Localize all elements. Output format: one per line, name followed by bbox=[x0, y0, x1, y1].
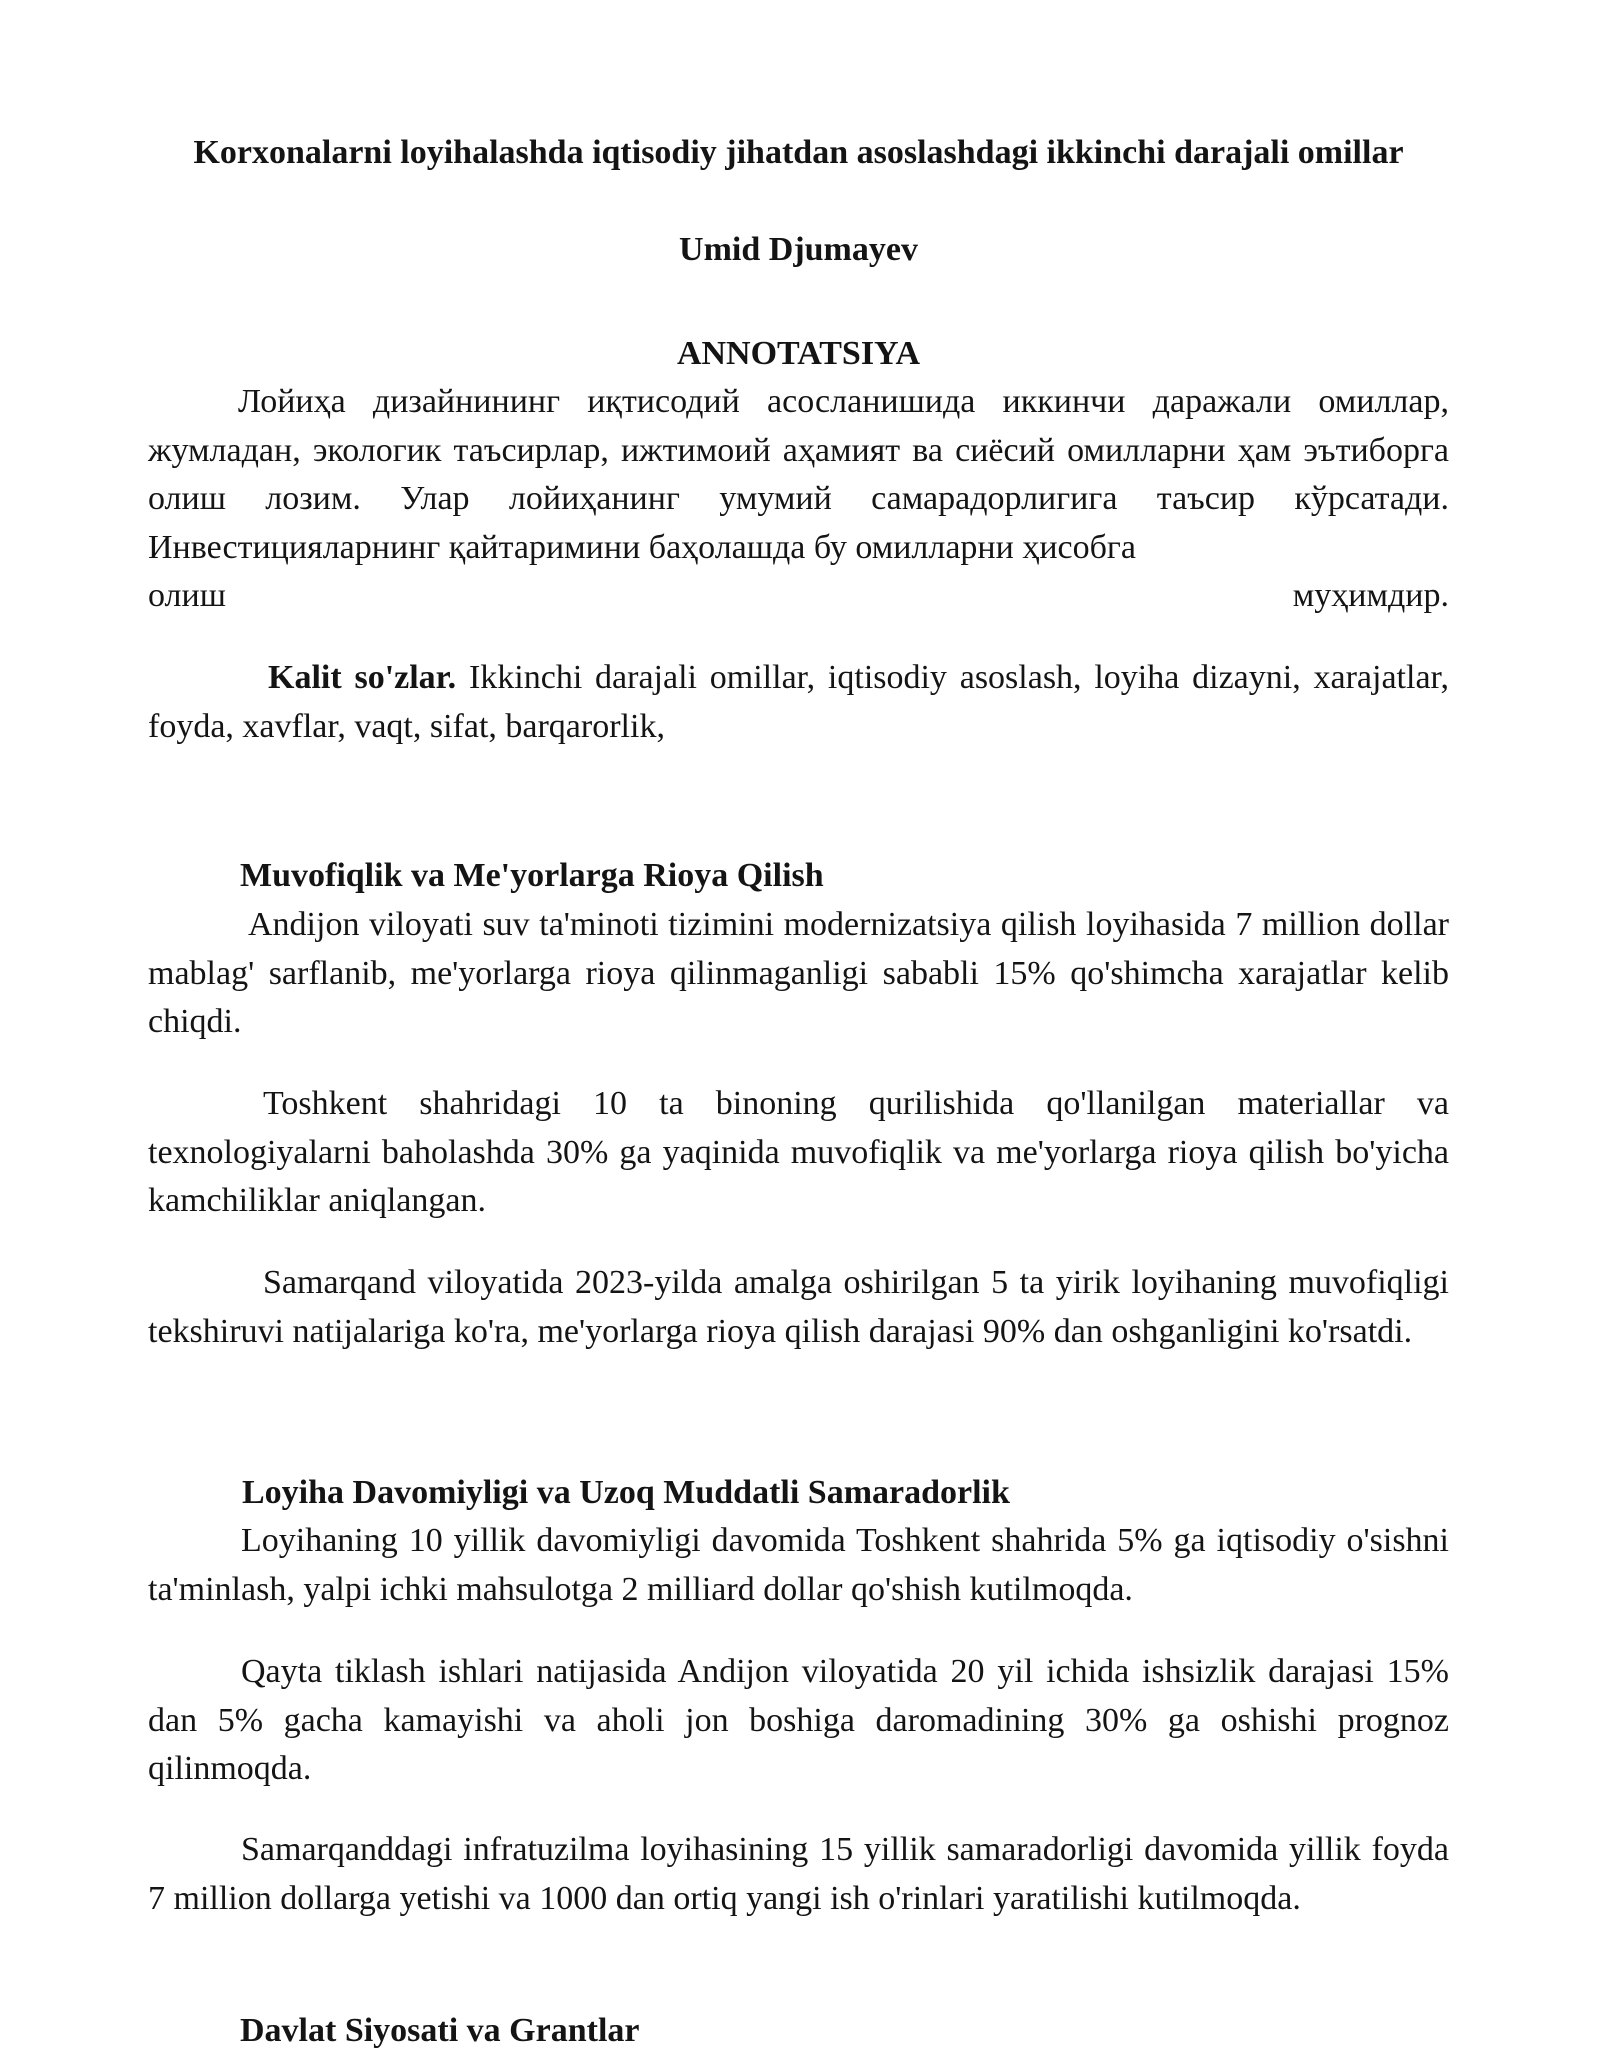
annotation-heading: ANNOTATSIYA bbox=[676, 335, 921, 372]
paragraph-text: Samarqanddagi infratuzilma loyihasining 15 yillik samaradorligi davomida yillik foyda 7 million dollarga yetishi va 1000 dan ortiq yangi ish o'rinlari yaratilishi kutilmoqda. bbox=[148, 1831, 1449, 1917]
section-heading-compliance: Muvofiqlik va Me'yorlarga Rioya Qilish bbox=[240, 857, 824, 894]
section-2-paragraph-1 bbox=[148, 1517, 1449, 1614]
keywords-label: Kalit so'zlar. bbox=[268, 659, 457, 696]
section-1-paragraph-2 bbox=[148, 1080, 1449, 1226]
section-2-paragraph-3 bbox=[148, 1826, 1449, 1923]
section-heading-duration: Loyiha Davomiyligi va Uzoq Muddatli Samaradorlik bbox=[242, 1474, 1010, 1511]
document-title: Korxonalarni loyihalashda iqtisodiy jihatdan asoslashdagi ikkinchi darajali omillar bbox=[193, 134, 1404, 171]
paragraph-text: Loyihaning 10 yillik davomiyligi davomida Toshkent shahrida 5% ga iqtisodiy o'sishni ta'minlash, yalpi ichki mahsulotga 2 milliard dollar qo'shish kutilmoqda. bbox=[148, 1522, 1449, 1608]
annotation-paragraph bbox=[148, 378, 1449, 621]
paragraph-text: Samarqand viloyatida 2023-yilda amalga oshirilgan 5 ta yirik loyihaning muvofiqligi tekshiruvi natijalariga ko'ra, me'yorlarga rioya qilish darajasi 90% dan oshganligini ko'rsatdi. bbox=[148, 1264, 1449, 1350]
author-name: Umid Djumayev bbox=[679, 231, 918, 268]
keywords-paragraph bbox=[148, 654, 1449, 751]
paragraph-text: Andijon viloyati suv ta'minoti tizimini modernizatsiya qilish loyihasida 7 million dollar mablag' sarflanib, me'yorlarga rioya qilinmaganligi sababli 15% qo'shimcha xarajatlar kelib chiqdi. bbox=[148, 906, 1449, 1040]
section-heading-policy: Davlat Siyosati va Grantlar bbox=[240, 2012, 640, 2049]
section-2-paragraph-2 bbox=[148, 1648, 1449, 1794]
section-1-paragraph-1 bbox=[148, 901, 1449, 1047]
annotation-tail-text: олиш муҳимдир. bbox=[148, 577, 1449, 614]
section-1-paragraph-3 bbox=[148, 1259, 1449, 1356]
keywords-text: Ikkinchi darajali omillar, iqtisodiy asoslash, loyiha dizayni, xarajatlar, foyda, xavflar, vaqt, sifat, barqarorlik, bbox=[148, 659, 1449, 745]
paragraph-text: Qayta tiklash ishlari natijasida Andijon viloyatida 20 yil ichida ishsizlik darajasi 15% dan 5% gacha kamayishi va aholi jon boshiga daromadining 30% ga oshishi prognoz qilinmoqda. bbox=[148, 1653, 1449, 1787]
annotation-text: Лойиҳа дизайнининг иқтисодий асосланишида иккинчи даражали омиллар, жумладан, экологик таъсирлар, ижтимоий аҳамият ва сиёсий омилларни ҳам эътиборга олиш лозим. Улар лойиҳанинг умумий самарадорлигига таъсир кўрсатади. Инвестицияларнинг қайтаримини баҳолашда бу омилларни ҳисобга bbox=[148, 383, 1449, 566]
annotation-tail bbox=[148, 572, 1449, 621]
paragraph-text: Toshkent shahridagi 10 ta binoning qurilishida qo'llanilgan materiallar va texnologiyalarni baholashda 30% ga yaqinida muvofiqlik va me'yorlarga rioya qilish bo'yicha kamchiliklar aniqlangan. bbox=[148, 1085, 1449, 1219]
